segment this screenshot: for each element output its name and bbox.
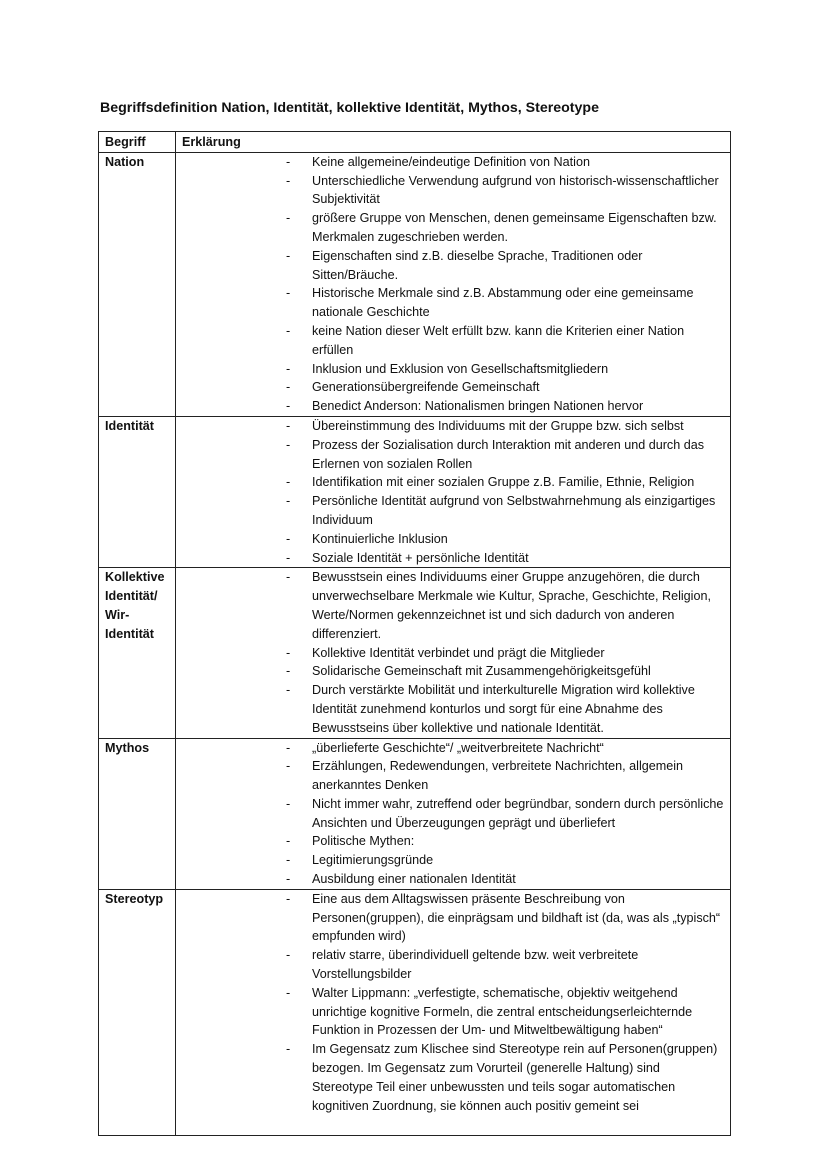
term-mythos: Mythos xyxy=(99,738,176,889)
list-item: - Soziale Identität + persönliche Identität xyxy=(182,549,724,568)
cell-spacer xyxy=(182,1115,724,1135)
list-item: - Inklusion und Exklusion von Gesellschaftsmitgliedern xyxy=(182,360,724,379)
table-header-row xyxy=(99,132,731,153)
explanation-nation xyxy=(176,152,731,416)
list-item: - „überlieferte Geschichte“/ „weitverbreitete Nachricht“ xyxy=(182,739,724,758)
explanation-identitaet xyxy=(176,416,731,567)
explanation-mythos xyxy=(176,738,731,889)
table-row-identitaet xyxy=(99,416,731,567)
term-kollektive-identitaet: Kollektive Identität/ Wir-Identität xyxy=(99,568,176,738)
list-item: - Generationsübergreifende Gemeinschaft xyxy=(182,378,724,397)
table-row-stereotyp xyxy=(99,889,731,1136)
definitions-table xyxy=(98,131,731,1136)
list-item: - Eine aus dem Alltagswissen präsente Beschreibung von Personen(gruppen), die einprägsam und bildhaft ist (da, was als „typisch“ empfunden wird) xyxy=(182,890,724,946)
list-item: - relativ starre, überindividuell geltende bzw. weit verbreitete Vorstellungsbilder xyxy=(182,946,724,984)
explanation-stereotyp xyxy=(176,889,731,1136)
list-item: - Durch verstärkte Mobilität und interkulturelle Migration wird kollektive Identität zunehmend konturlos und sorgt für eine Abnahme des Bewusstseins über kollektive und nationale Identität. xyxy=(182,681,724,737)
list-item: - Keine allgemeine/eindeutige Definition von Nation xyxy=(182,153,724,172)
table-row-mythos xyxy=(99,738,731,889)
header-erklaerung: Erklärung xyxy=(176,132,731,153)
document-title: Begriffsdefinition Nation, Identität, kollektive Identität, Mythos, Stereotype xyxy=(100,100,599,116)
list-item: - Im Gegensatz zum Klischee sind Stereotype rein auf Personen(gruppen) bezogen. Im Gegensatz zum Vorurteil (generelle Haltung) sind Stereotype Teil einer unbewussten und teils sogar automatischen kognitiven Zuordnung, sie können auch positiv gemeint sei xyxy=(182,1040,724,1115)
list-item: - Kontinuierliche Inklusion xyxy=(182,530,724,549)
list-item: - Legitimierungsgründe xyxy=(182,851,724,870)
list-item: - Unterschiedliche Verwendung aufgrund von historisch-wissenschaftlicher Subjektivität xyxy=(182,172,724,210)
list-item: - Bewusstsein eines Individuums einer Gruppe anzugehören, die durch unverwechselbare Merkmale wie Kultur, Sprache, Geschichte, Religion, Werte/Normen gekennzeichnet ist und sich dadurch von anderen differenziert. xyxy=(182,568,724,643)
list-item: - Walter Lippmann: „verfestigte, schematische, objektiv weitgehend unrichtige kognitive Formeln, die zentral entscheidungserleichternde Funktion in Prozessen der Um- und Mitweltbewältigung haben“ xyxy=(182,984,724,1040)
list-item: - keine Nation dieser Welt erfüllt bzw. kann die Kriterien einer Nation erfüllen xyxy=(182,322,724,360)
term-nation: Nation xyxy=(99,152,176,416)
list-item: - Übereinstimmung des Individuums mit der Gruppe bzw. sich selbst xyxy=(182,417,724,436)
list-item: - Nicht immer wahr, zutreffend oder begründbar, sondern durch persönliche Ansichten und Überzeugungen geprägt und überliefert xyxy=(182,795,724,833)
header-begriff: Begriff xyxy=(99,132,176,153)
list-item: - Kollektive Identität verbindet und prägt die Mitglieder xyxy=(182,644,724,663)
list-item: - Prozess der Sozialisation durch Interaktion mit anderen und durch das Erlernen von sozialen Rollen xyxy=(182,436,724,474)
list-item: - Identifikation mit einer sozialen Gruppe z.B. Familie, Ethnie, Religion xyxy=(182,473,724,492)
term-identitaet: Identität xyxy=(99,416,176,567)
list-item: - Benedict Anderson: Nationalismen bringen Nationen hervor xyxy=(182,397,724,416)
list-item: - Politische Mythen: xyxy=(182,832,724,851)
list-item: - Solidarische Gemeinschaft mit Zusammengehörigkeitsgefühl xyxy=(182,662,724,681)
explanation-kollektive-identitaet xyxy=(176,568,731,738)
list-item: - Historische Merkmale sind z.B. Abstammung oder eine gemeinsame nationale Geschichte xyxy=(182,284,724,322)
list-item: - Ausbildung einer nationalen Identität xyxy=(182,870,724,889)
list-item: - Eigenschaften sind z.B. dieselbe Sprache, Traditionen oder Sitten/Bräuche. xyxy=(182,247,724,285)
list-item: - größere Gruppe von Menschen, denen gemeinsame Eigenschaften bzw. Merkmalen zugeschrieben werden. xyxy=(182,209,724,247)
table-row-nation xyxy=(99,152,731,416)
list-item: - Persönliche Identität aufgrund von Selbstwahrnehmung als einzigartiges Individuum xyxy=(182,492,724,530)
term-stereotyp: Stereotyp xyxy=(99,889,176,1136)
table-row-kollektive-identitaet xyxy=(99,568,731,738)
list-item: - Erzählungen, Redewendungen, verbreitete Nachrichten, allgemein anerkanntes Denken xyxy=(182,757,724,795)
